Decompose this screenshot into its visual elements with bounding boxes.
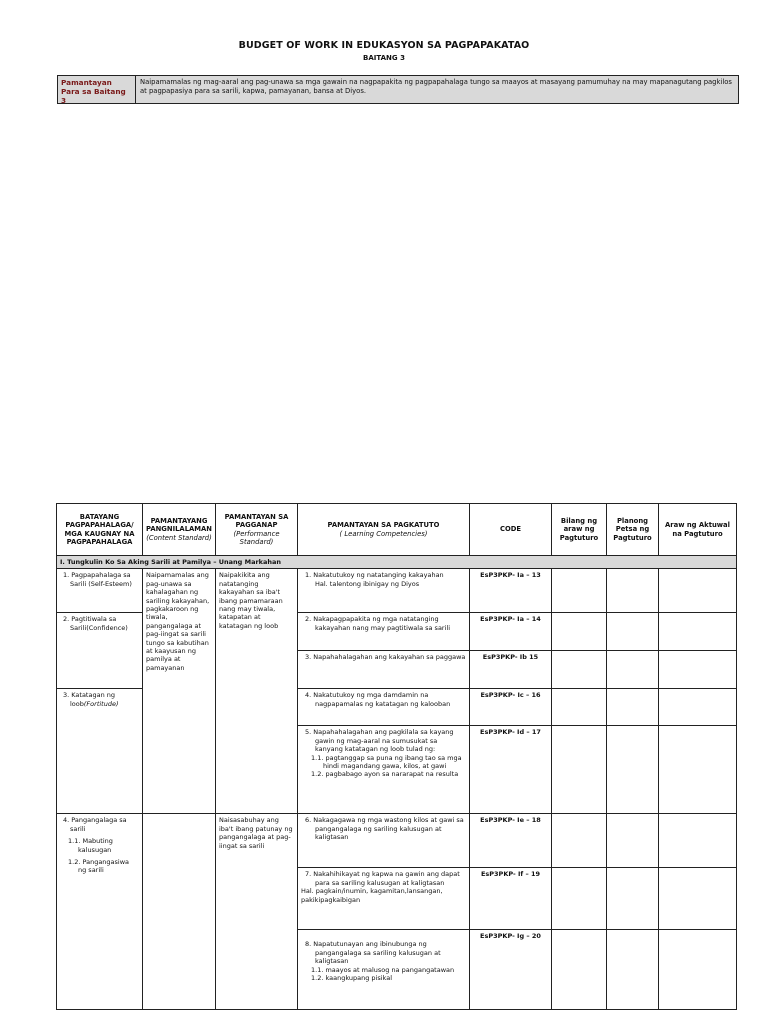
actual-cell	[659, 613, 737, 651]
competency-num: 4.	[305, 691, 312, 700]
actual-cell	[659, 689, 737, 726]
competency-num: 8.	[305, 940, 312, 949]
quarter-row	[57, 556, 737, 569]
code-cell: EsP3PKP- Ig – 20	[470, 930, 552, 1010]
header-performance-sub: (Performance Standard)	[233, 529, 280, 546]
competency-label: Nakahihikayat ng kapwa na gawin ang dapat para sa sariling kalusugan at kaligtasan	[313, 870, 460, 887]
header-row	[57, 504, 737, 556]
actual-cell	[659, 726, 737, 814]
grade-standard-label: Pamantayan Para sa Baitang 3	[58, 76, 136, 103]
actual-cell	[659, 930, 737, 1010]
competency-num: 7.	[305, 870, 312, 879]
batayang-cell	[57, 569, 143, 613]
competency-label: Nakatutukoy ng natatanging kakayahan	[313, 571, 444, 580]
header-content-label: PAMANTAYANG PANGNILALAMAN	[146, 516, 212, 534]
code-cell: EsP3PKP- Ia – 14	[470, 613, 552, 651]
header-planned-date: Planong Petsa ng Pagtuturo	[607, 504, 659, 556]
content-standard-cell: Naipamamalas ang pag-unawa sa kahalagahan ng sariling kakayahan, pagkakaroon ng tiwala, pangangalaga at pag-iingat sa sarili tungo sa kabutihan at kaayusan ng pamilya at pamayanan	[143, 569, 216, 814]
competency-text	[301, 691, 466, 708]
competency-label: Napahahalagahan ang pagkilala sa kayang gawin ng mag-aaral na sumusukat sa kanyang katatagan ng loob tulad ng:	[313, 728, 454, 754]
competency-text	[301, 816, 466, 841]
competency-cell	[298, 651, 470, 689]
content-standard-cell-empty	[143, 814, 216, 1010]
planned-cell	[607, 726, 659, 814]
header-actual-date: Araw ng Aktuwal na Pagtuturo	[659, 504, 737, 556]
competency-cell	[298, 868, 470, 930]
batayang-cell	[57, 613, 143, 689]
code-cell: EsP3PKP- Ic – 16	[470, 689, 552, 726]
competency-cell	[298, 930, 470, 1010]
grade-standard-text: Naipamamalas ng mag-aaral ang pag-unawa sa mga gawain na nagpapakita ng pagpapahalaga tungo sa maayos at masayang pamumuhay na may mapanagutang pagkilos at pagpapasiya para sa sarili, kapwa, pamayanan, bansa at Diyos.	[140, 78, 732, 95]
competency-text	[301, 571, 466, 579]
planned-cell	[607, 613, 659, 651]
competency-subitem: 1.2. kaangkupang pisikal	[311, 974, 392, 983]
budget-of-work-table	[56, 503, 737, 1010]
batayang-subitem: 1.2. Pangangasiwa ng sarili	[68, 858, 130, 875]
planned-cell	[607, 651, 659, 689]
actual-cell	[659, 868, 737, 930]
days-cell	[552, 814, 607, 868]
competency-label: Napatutunayan ang ibinubunga ng pangangalaga sa sariling kalusugan at kaligtasan	[313, 940, 441, 966]
batayang-subitem: 1.1. Mabuting kalusugan	[68, 837, 113, 854]
quarter-title: I. Tungkulin Ko Sa Aking Sarili at Pamilya – Unang Markahan	[57, 556, 737, 569]
actual-cell	[659, 814, 737, 868]
batayang-cell	[57, 689, 143, 814]
competency-num: 2.	[305, 615, 312, 624]
competency-num: 1.	[305, 571, 312, 580]
header-competency	[298, 504, 470, 556]
competency-cell	[298, 814, 470, 868]
batayang-item-label: 3. Katatagan ng loob	[63, 691, 116, 708]
days-cell	[552, 613, 607, 651]
code-cell: EsP3PKP- Ie – 18	[470, 814, 552, 868]
header-batayang: BATAYANG PAGPAPAHALAGA/ MGA KAUGNAY NA PAGPAPAHALAGA	[57, 504, 143, 556]
header-competency-sub: ( Learning Competencies)	[339, 529, 428, 538]
batayang-item: 1. Pagpapahalaga sa Sarili (Self-Esteem)	[63, 571, 132, 588]
days-cell	[552, 930, 607, 1010]
document-title: BUDGET OF WORK IN EDUKASYON SA PAGPAPAKATAO	[238, 40, 530, 51]
header-performance-label: PAMANTAYAN SA PAGGANAP	[224, 512, 289, 530]
competency-label: Napahahalagahan ang kakayahan sa paggawa	[313, 653, 466, 662]
competency-subitem: 1.1. pagtanggap sa puna ng ibang tao sa mga hindi magandang gawa, kilos, at gawi	[311, 753, 462, 771]
planned-cell	[607, 814, 659, 868]
code-cell: EsP3PKP- If – 19	[470, 868, 552, 930]
competency-cell	[298, 613, 470, 651]
competency-label: Nakapagpapakita ng mga natatanging kakayahan nang may pagtitiwala sa sarili	[313, 615, 451, 632]
days-cell	[552, 569, 607, 613]
competency-text	[301, 940, 466, 965]
competency-example: Hal. pagkain/inumin, kagamitan,lansangan, pakikipagkaibigan	[301, 887, 443, 904]
table-row	[57, 814, 737, 868]
planned-cell	[607, 689, 659, 726]
competency-num: 3.	[305, 653, 312, 662]
performance-standard-cell: Naipakikita ang natatanging kakayahan sa iba't ibang pamamaraan nang may tiwala, katapatan at katatagan ng loob	[216, 569, 298, 814]
days-cell	[552, 726, 607, 814]
planned-cell	[607, 930, 659, 1010]
batayang-item-italic: (Fortitude)	[83, 699, 119, 708]
spacer	[301, 932, 466, 940]
batayang-item: 4. Pangangalaga sa sarili	[63, 816, 127, 833]
header-code: CODE	[470, 504, 552, 556]
competency-subitem: 1.2. pagbabago ayon sa nararapat na resulta	[311, 770, 459, 779]
performance-standard-cell: Naisasabuhay ang iba't ibang patunay ng pangangalaga at pag-iingat sa sarili	[216, 814, 298, 1010]
competency-cell	[298, 569, 470, 613]
planned-cell	[607, 569, 659, 613]
table-row	[57, 569, 737, 613]
competency-num: 5.	[305, 728, 312, 737]
header-content-standard	[143, 504, 216, 556]
code-cell: EsP3PKP- Ia – 13	[470, 569, 552, 613]
header-content-sub: (Content Standard)	[146, 533, 212, 542]
header-days: Bilang ng araw ng Pagtuturo	[552, 504, 607, 556]
code-cell: EsP3PKP- Ib 15	[470, 651, 552, 689]
competency-label: Nakatutukoy ng mga damdamin na nagpapamalas ng katatagan ng kalooban	[313, 691, 451, 708]
header-performance-standard	[216, 504, 298, 556]
code-cell: EsP3PKP- Id – 17	[470, 726, 552, 814]
actual-cell	[659, 651, 737, 689]
competency-text	[301, 615, 466, 632]
days-cell	[552, 868, 607, 930]
competency-text	[301, 728, 466, 753]
competency-cell	[298, 726, 470, 814]
batayang-item	[60, 691, 139, 708]
planned-cell	[607, 868, 659, 930]
days-cell	[552, 651, 607, 689]
competency-label: Nakagagawa ng mga wastong kilos at gawi sa pangangalaga ng sariling kalusugan at kaligtasan	[313, 816, 464, 842]
batayang-item: 2. Pagtitiwala sa Sarili(Confidence)	[63, 615, 128, 632]
actual-cell	[659, 569, 737, 613]
competency-num: 6.	[305, 816, 312, 825]
batayang-cell	[57, 814, 143, 1010]
competency-cell	[298, 689, 470, 726]
days-cell	[552, 689, 607, 726]
competency-subitem: 1.1. maayos at malusog na pangangatawan	[311, 965, 455, 974]
header-competency-label: PAMANTAYAN SA PAGKATUTO	[327, 521, 440, 530]
grade-standard-box	[57, 75, 739, 104]
competency-example: Hal. talentong ibinigay ng Diyos	[315, 579, 420, 588]
competency-text	[301, 653, 466, 661]
competency-text	[301, 870, 466, 887]
grade-level: BAITANG 3	[363, 54, 405, 62]
